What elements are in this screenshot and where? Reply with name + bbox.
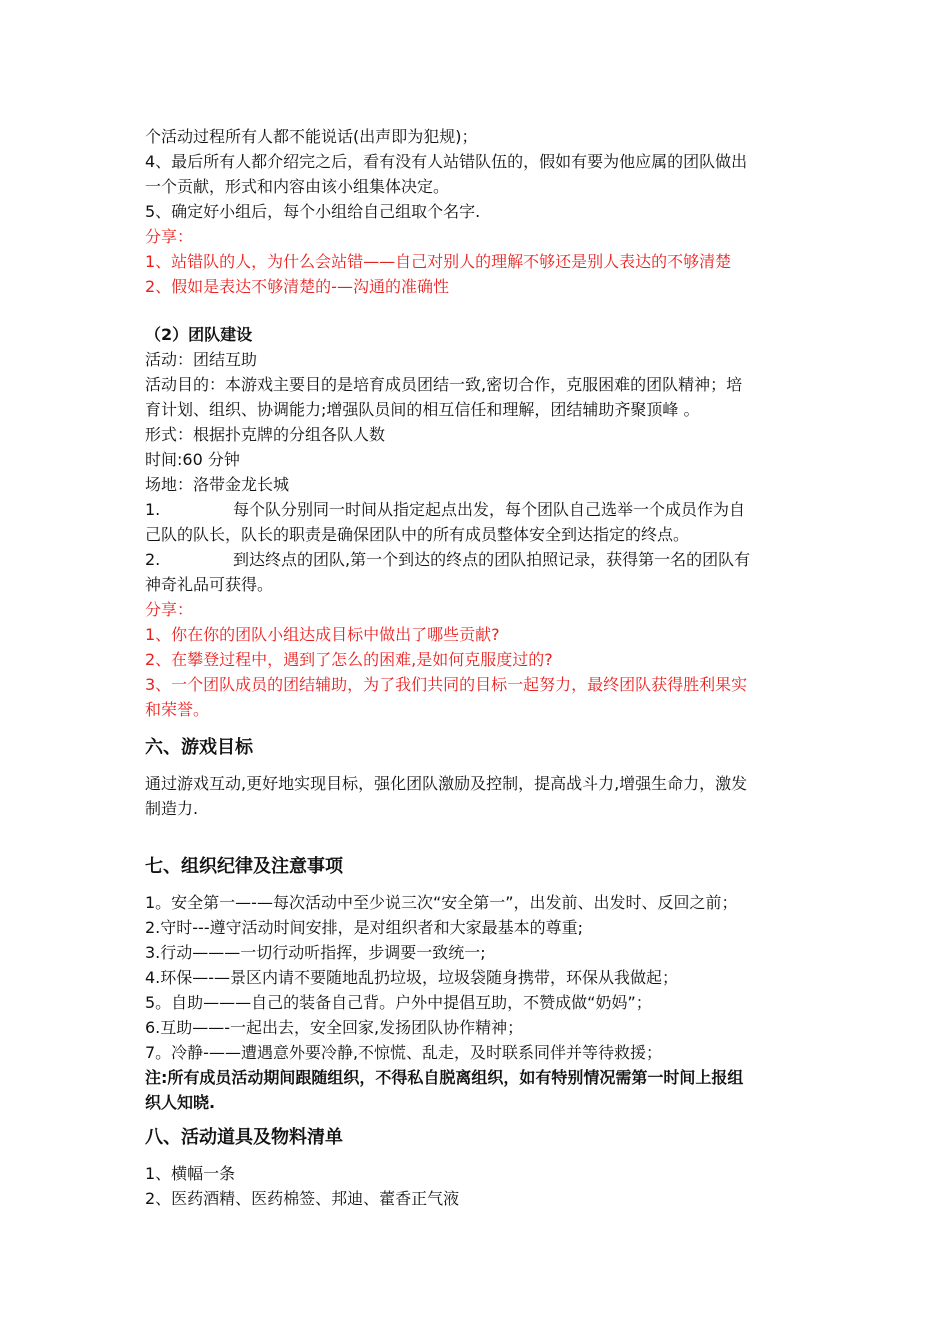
paragraph-line: 制造力. <box>145 799 199 818</box>
purpose-line: 育计划、组织、协调能力;增强队员间的相互信任和理解，团结辅助齐聚顶峰 。 <box>145 400 700 419</box>
paragraph-line: 一个贡献，形式和内容由该小组集体决定。 <box>145 177 450 196</box>
rule-item: 7。冷静-——遭遇意外要冷静,不惊慌、乱走，及时联系同伴并等待救援； <box>145 1043 663 1062</box>
share-item: 2、假如是表达不够清楚的-—沟通的准确性 <box>145 277 449 296</box>
step-text: 到达终点的团队,第一个到达的终点的团队拍照记录，获得第一名的团队有 <box>233 550 751 569</box>
subsection-title: （2）团队建设 <box>145 325 253 344</box>
paragraph-line: 通过游戏互动,更好地实现目标，强化团队激励及控制，提高战斗力,增强生命力，激发 <box>145 774 748 793</box>
step-item <box>145 547 810 572</box>
material-item: 2、医药酒精、医药棉签、邦迪、藿香正气液 <box>145 1189 460 1208</box>
share-label: 分享： <box>145 227 194 246</box>
rule-item: 2.守时---遵守活动时间安排，是对组织者和大家最基本的尊重; <box>145 918 583 937</box>
step-continuation: 己队的队长，队长的职责是确保团队中的所有成员整体安全到达指定的终点。 <box>145 525 690 544</box>
section-title: 七、组织纪律及注意事项 <box>145 856 343 877</box>
paragraph-line: 5、确定好小组后，每个小组给自己组取个名字. <box>145 202 481 221</box>
step-continuation: 神奇礼品可获得。 <box>145 575 274 594</box>
section-title: 六、游戏目标 <box>145 737 253 758</box>
rule-item: 5。自助———自己的装备自己背。户外中提倡互助，不赞成做“奶妈”； <box>145 993 652 1012</box>
paragraph-line: 4、最后所有人都介绍完之后，看有没有人站错队伍的，假如有要为他应属的团队做出 <box>145 152 748 171</box>
share-label: 分享： <box>145 600 194 619</box>
paragraph-line: 个活动过程所有人都不能说话(出声即为犯规)； <box>145 127 478 146</box>
activity-name: 活动：团结互助 <box>145 350 258 369</box>
step-number: 2. <box>145 550 161 569</box>
share-item: 3、一个团队成员的团结辅助，为了我们共同的目标一起努力，最终团队获得胜利果实 <box>145 675 748 694</box>
rule-item: 3.行动———一切行动听指挥，步调要一致统一; <box>145 943 486 962</box>
step-number: 1. <box>145 500 161 519</box>
venue-line: 场地：洛带金龙长城 <box>145 475 290 494</box>
rule-item: 1。安全第一—-—每次活动中至少说三次“安全第一”，出发前、出发时、反回之前； <box>145 893 738 912</box>
step-text: 每个队分别同一时间从指定起点出发，每个团队自己选举一个成员作为自 <box>233 500 746 519</box>
section-title: 八、活动道具及物料清单 <box>145 1127 343 1148</box>
share-item: 2、在攀登过程中，遇到了怎么的困难,是如何克服度过的? <box>145 650 553 669</box>
share-item: 1、站错队的人，为什么会站错——自己对别人的理解不够还是别人表达的不够清楚 <box>145 252 732 271</box>
purpose-line: 活动目的：本游戏主要目的是培育成员团结一致,密切合作，克服困难的团队精神；培 <box>145 375 743 394</box>
time-line: 时间:60 分钟 <box>145 450 240 469</box>
rule-item: 6.互助——-一起出去，安全回家,发扬团队协作精神； <box>145 1018 524 1037</box>
step-item <box>145 497 810 522</box>
form-line: 形式：根据扑克牌的分组各队人数 <box>145 425 386 444</box>
materials-list <box>145 1161 810 1211</box>
material-item: 1、横幅一条 <box>145 1164 236 1183</box>
share-item: 1、你在你的团队小组达成目标中做出了哪些贡献? <box>145 625 500 644</box>
rules-list <box>145 890 810 1065</box>
note-line: 注:所有成员活动期间跟随组织，不得私自脱离组织，如有特别情况需第一时间上报组 <box>145 1068 744 1087</box>
rule-item: 4.环保—-—景区内请不要随地乱扔垃圾，垃圾袋随身携带，环保从我做起； <box>145 968 679 987</box>
note-line: 织人知晓. <box>145 1093 216 1112</box>
share-item: 和荣誉。 <box>145 700 210 719</box>
document-page <box>145 124 810 1211</box>
